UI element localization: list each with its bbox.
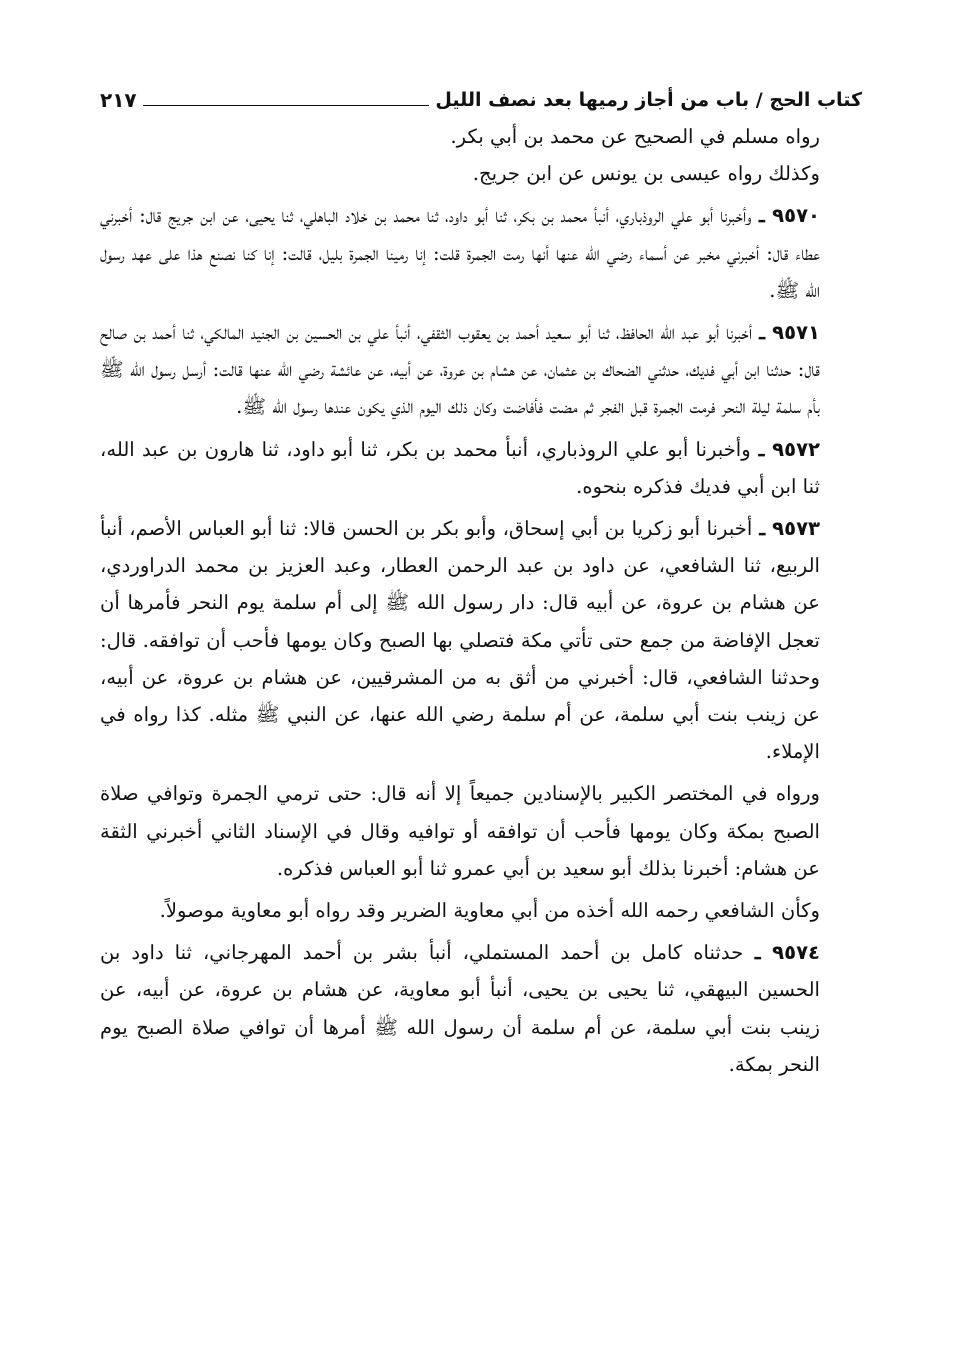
hadith-number: ٩٥٧٢	[772, 437, 820, 461]
chapter-title: كتاب الحج / باب من أجاز رميها بعد نصف الليل	[435, 89, 862, 111]
paragraph-commentary-1	[100, 775, 862, 887]
number-separator: ـ	[752, 321, 773, 345]
paragraph-2	[100, 155, 862, 192]
hadith-9574	[100, 934, 862, 1083]
number-separator: ـ	[752, 517, 773, 541]
paragraph-text: ورواه في المختصر الكبير بالإسنادين جميعاً إلا أنه قال: حتى ترمي الجمرة وتوافي صلاة الصبح بمكة وكان يومها فأحب أن توافقه أو توافيه وقال في الإسناد الثاني أخبرني الثقة عن هشام: أخبرنا بذلك أبو سعيد بن أبي عمرو ثنا أبو العباس فذكره.	[100, 782, 820, 880]
book-page	[100, 78, 862, 1338]
hadith-number: ٩٥٧١	[772, 321, 820, 345]
page-body	[100, 118, 862, 1083]
hadith-9572	[100, 431, 862, 505]
paragraph-text: وكذلك رواه عيسى بن يونس عن ابن جريج.	[472, 162, 820, 186]
hadith-number: ٩٥٧٤	[772, 941, 821, 965]
hadith-text: حدثناه كامل بن أحمد المستملي، أنبأ بشر بن أحمد المهرجاني، ثنا داود بن الحسين البيهقي، ثنا يحيى بن يحيى، أنبأ أبو معاوية، عن هشام بن عروة، عن أبيه، عن زينب بنت أبي سلمة، عن أم سلمة أن رسول الله ﷺ أمرها أن توافي صلاة الصبح يوم النحر بمكة.	[100, 941, 820, 1076]
hadith-9571	[100, 314, 862, 426]
page-number: ٢١٧	[100, 88, 137, 112]
number-separator: ـ	[751, 204, 773, 228]
number-separator: ـ	[743, 941, 773, 965]
header-rule	[143, 105, 430, 106]
hadith-9570	[100, 197, 862, 309]
number-separator: ـ	[750, 437, 773, 461]
paragraph-text: رواه مسلم في الصحيح عن محمد بن أبي بكر.	[450, 125, 820, 148]
running-header	[100, 78, 862, 112]
hadith-9573	[100, 510, 862, 770]
hadith-text: أخبرنا أبو عبد الله الحافظ، ثنا أبو سعيد أحمد بن يعقوب الثقفي، أنبأ علي بن الحسين بن الجنيد المالكي، ثنا أحمد بن صالح قال: حدثنا ابن أبي فديك، حدثني الضحاك بن عثمان، عن هشام بن عروة، عن أبيه، عن عائشة رضي الله عنها قالت: أرسل رسول الله ﷺ بأم سلمة ليلة النحر فرمت الجمرة قبل الفجر ثم مضت فأفاضت وكان ذلك اليوم الذي يكون عندها رسول الله ﷺ.	[100, 321, 820, 419]
hadith-text: وأخبرنا أبو علي الروذباري، أنبأ محمد بن بكر، ثنا أبو داود، ثنا محمد بن خلاد الباهلي، ثنا يحيى، عن ابن جريج قال: أخبرني عطاء قال: أخبرني مخبر عن أسماء رضي الله عنها أنها رمت الجمرة قلت: إنا رمينا الجمرة بليل، قالت: إنا كنا نصنع هذا على عهد رسول الله ﷺ.	[100, 204, 820, 302]
paragraph-1	[100, 118, 862, 155]
paragraph-commentary-2	[100, 892, 862, 929]
hadith-number: ٩٥٧٣	[772, 517, 821, 541]
paragraph-text: وكأن الشافعي رحمه الله أخذه من أبي معاوية الضرير وقد رواه أبو معاوية موصولاً.	[159, 899, 820, 923]
hadith-text: وأخبرنا أبو علي الروذباري، أنبأ محمد بن بكر، ثنا أبو داود، ثنا هارون بن عبد الله، ثنا ابن أبي فديك فذكره بنحوه.	[100, 437, 820, 498]
hadith-number: ٩٥٧٠	[772, 204, 820, 228]
hadith-text: أخبرنا أبو زكريا بن أبي إسحاق، وأبو بكر بن الحسن قالا: ثنا أبو العباس الأصم، أنبأ الربيع، ثنا الشافعي، عن داود بن عبد الرحمن العطار، وعبد العزيز بن محمد الدراوردي، عن هشام بن عروة، عن أبيه قال: دار رسول الله ﷺ إلى أم سلمة يوم النحر فأمرها أن تعجل الإفاضة من جمع حتى تأتي مكة فتصلي بها الصبح وكان يومها فأحب أن توافقه. قال: وحدثنا الشافعي، قال: أخبرني من أثق به من المشرقيين، عن هشام بن عروة، عن أبيه، عن زينب بنت أبي سلمة، عن أم سلمة رضي الله عنها، عن النبي ﷺ مثله. كذا رواه في الإملاء.	[100, 517, 820, 764]
